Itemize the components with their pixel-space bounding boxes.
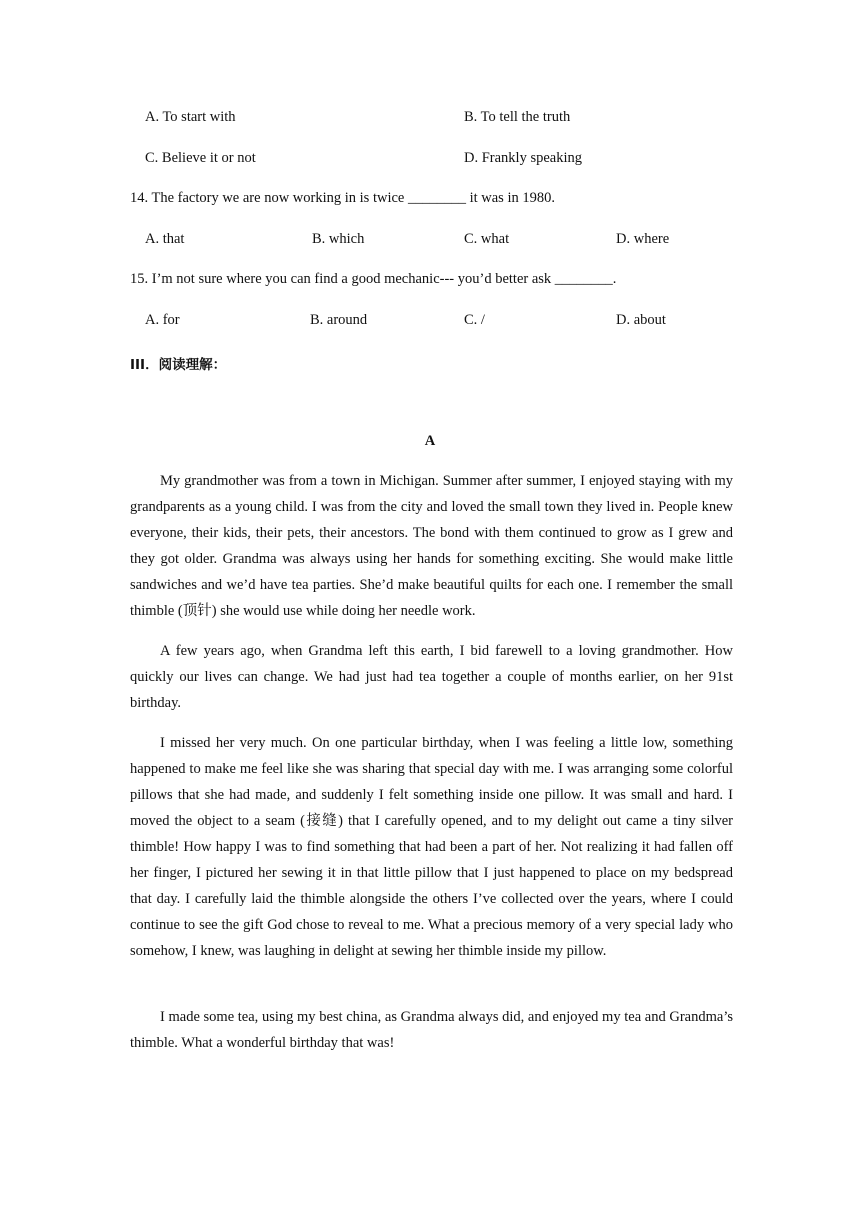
q15-option-a: A. for	[145, 312, 180, 328]
q15-option-c: C. /	[464, 312, 485, 328]
passage-paragraph-2: A few years ago, when Grandma left this earth, I bid farewell to a loving grandmother. How quickly our lives can change. We had just had tea together a couple of months earlier, on her 91st birthday.	[130, 643, 733, 711]
passage-title: A	[424, 433, 436, 449]
q13-option-c: C. Believe it or not	[145, 150, 256, 166]
q14-stem: 14. The factory we are now working in is twice ________ it was in 1980.	[130, 190, 555, 206]
q14-option-c: C. what	[464, 231, 510, 247]
q15-option-d: D. about	[616, 312, 666, 328]
q13-option-b: B. To tell the truth	[464, 109, 571, 125]
q15-option-b: B. around	[310, 312, 368, 328]
passage-paragraph-4: I made some tea, using my best china, as Grandma always did, and enjoyed my tea and Grandma’s thimble. What a wonderful birthday that was!	[130, 1009, 733, 1051]
q15-stem: 15. I’m not sure where you can find a good mechanic--- you’d better ask ________.	[130, 271, 617, 287]
q13-option-d: D. Frankly speaking	[464, 150, 582, 166]
section-heading: III．阅读理解：	[130, 357, 227, 373]
passage-paragraph-3: I missed her very much. On one particular birthday, when I was feeling a little low, something happened to make me feel like she was sharing that special day with me. I was arranging some colorful pillows that she had made, and suddenly I felt something inside one pillow. It was small and hard. I moved the object to a seam (接缝) that I carefully opened, and to my delight out came a tiny silver thimble! How happy I was to find something that had been a part of her. Not realizing it had fallen off her finger, I pictured her sewing it in that little pillow that I just happened to place on my bedspread that day. I carefully laid the thimble alongside the others I’ve collected over the years, where I could continue to see the gift God chose to reveal to me. What a precious memory of a very special lady who somehow, I knew, was laughing in delight at sewing her thimble inside my pillow.	[130, 735, 733, 959]
q14-option-d: D. where	[616, 231, 670, 247]
q13-option-a: A. To start with	[145, 109, 236, 125]
q14-option-a: A. that	[145, 231, 185, 247]
passage-paragraph-1: My grandmother was from a town in Michigan. Summer after summer, I enjoyed staying with my grandparents as a young child. I was from the city and loved the small town they lived in. People knew everyone, their kids, their pets, their ancestors. The bond with them continued to grow as I grew and they got older. Grandma was always using her hands for something exciting. She would make little sandwiches and we’d have tea parties. She’d make beautiful quilts for each one. I remember the small thimble (顶针) she would use while doing her needle work.	[130, 473, 733, 619]
q14-option-b: B. which	[312, 231, 365, 247]
